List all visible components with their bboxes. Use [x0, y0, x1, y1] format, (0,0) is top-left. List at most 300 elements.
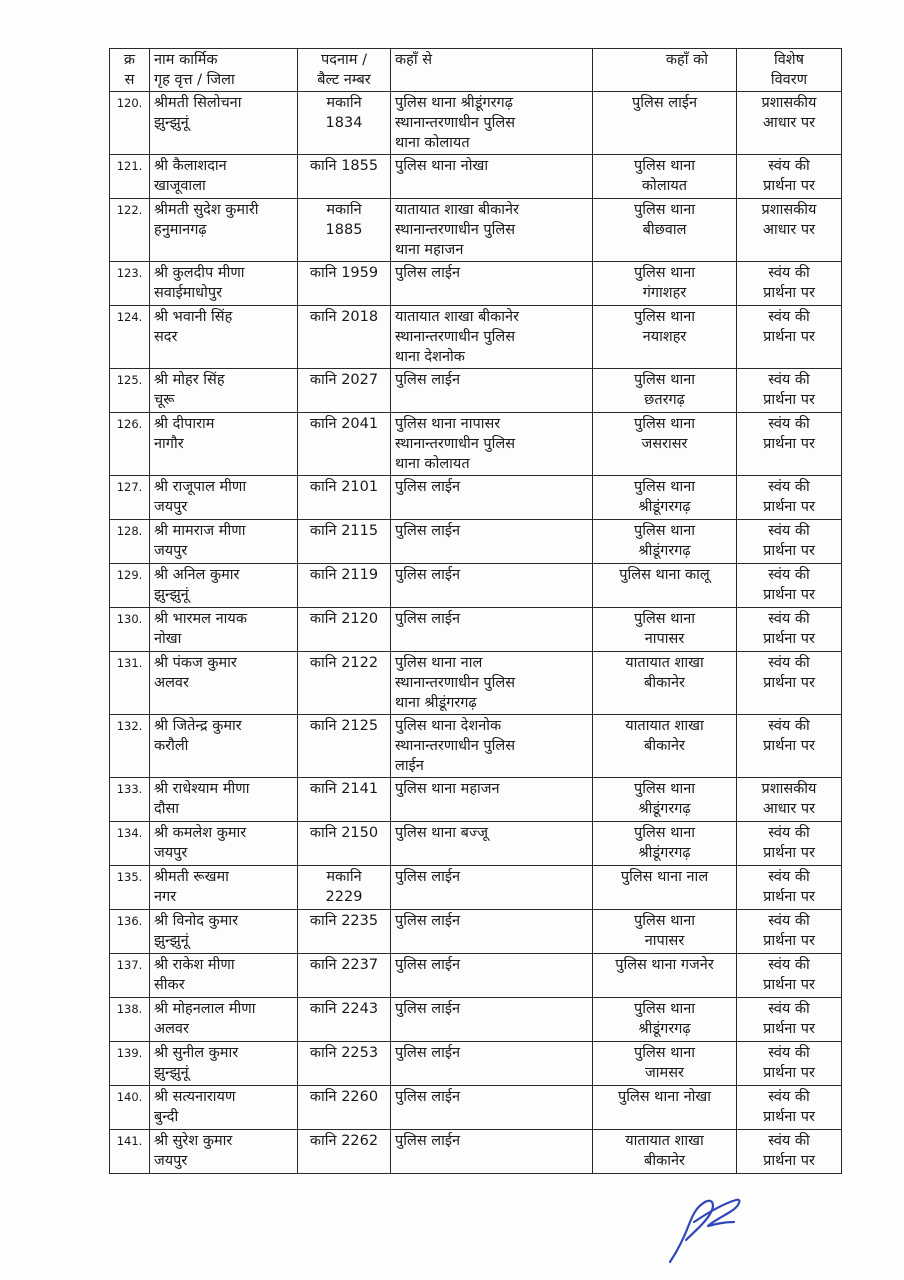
- cell-line: पुलिस थाना गजनेर: [615, 957, 714, 973]
- cell-line: श्री कमलेश कुमार: [154, 825, 247, 841]
- transfer-to: [593, 369, 737, 413]
- cell-line: श्री कैलाशदान: [154, 158, 227, 174]
- serial-number: 129.: [110, 564, 150, 608]
- transfer-from: [391, 369, 593, 413]
- cell-line: कानि 2253: [309, 1045, 379, 1061]
- cell-line: विवरण: [770, 72, 808, 88]
- table-row: [110, 652, 842, 715]
- designation: [298, 520, 391, 564]
- employee-name: [150, 262, 298, 306]
- remarks: [737, 306, 842, 369]
- cell-line: स्थानान्तरणाधीन पुलिस: [395, 222, 516, 238]
- remarks: [737, 199, 842, 262]
- cell-line: थाना श्रीडूंगरगढ़: [395, 695, 477, 711]
- cell-line: श्री मोहनलाल मीणा: [154, 1001, 256, 1017]
- cell-line: पुलिस थाना: [633, 825, 696, 841]
- cell-line: कानि 2150: [309, 825, 379, 841]
- cell-line: श्रीमती सुदेश कुमारी: [154, 202, 259, 218]
- cell-line: श्री दीपाराम: [154, 416, 215, 432]
- employee-name: [150, 822, 298, 866]
- cell-line: श्रीमती सिलोचना: [154, 95, 242, 111]
- employee-name: [150, 520, 298, 564]
- cell-line: झुन्झुनूं: [154, 933, 189, 949]
- cell-line: जयपुर: [154, 499, 188, 515]
- designation: [298, 199, 391, 262]
- cell-line: प्रार्थना पर: [763, 392, 815, 408]
- serial-number: 140.: [110, 1086, 150, 1130]
- cell-line: झुन्झुनूं: [154, 1065, 189, 1081]
- transfer-from: [391, 954, 593, 998]
- serial-number: 126.: [110, 413, 150, 476]
- cell-line: प्रार्थना पर: [763, 933, 815, 949]
- table-row: [110, 520, 842, 564]
- cell-line: प्रार्थना पर: [763, 1065, 815, 1081]
- designation: [298, 306, 391, 369]
- cell-line: प्रार्थना पर: [763, 738, 815, 754]
- employee-name: [150, 954, 298, 998]
- designation: [298, 1130, 391, 1174]
- cell-line: नागौर: [154, 436, 184, 452]
- cell-line: स्वंय की: [768, 718, 810, 734]
- table-row: [110, 306, 842, 369]
- cell-line: गंगाशहर: [642, 285, 687, 301]
- cell-line: कानि 2235: [309, 913, 379, 929]
- cell-line: थाना कोलायत: [395, 456, 470, 472]
- transfer-from: [391, 715, 593, 778]
- cell-line: पुलिस लाईन: [395, 1133, 460, 1149]
- cell-line: पुलिस लाईन: [395, 869, 460, 885]
- cell-line: मकानि: [326, 202, 362, 218]
- cell-line: श्री विनोद कुमार: [154, 913, 239, 929]
- cell-line: कानि 2041: [309, 416, 379, 432]
- cell-line: जसरासर: [641, 436, 688, 452]
- table-row: [110, 1042, 842, 1086]
- header-row: [110, 49, 842, 92]
- cell-line: नगर: [154, 889, 177, 905]
- cell-line: प्रार्थना पर: [763, 889, 815, 905]
- designation: [298, 998, 391, 1042]
- serial-number: 139.: [110, 1042, 150, 1086]
- designation: [298, 652, 391, 715]
- transfer-from: [391, 564, 593, 608]
- cell-line: नाम कार्मिक: [154, 52, 218, 68]
- employee-name: [150, 608, 298, 652]
- cell-line: प्रार्थना पर: [763, 543, 815, 559]
- remarks: [737, 92, 842, 155]
- transfer-to: [593, 476, 737, 520]
- cell-line: श्रीमती रूखमा: [154, 869, 229, 885]
- cell-line: स्वंय की: [768, 479, 810, 495]
- serial-number: 133.: [110, 778, 150, 822]
- transfer-from: [391, 1042, 593, 1086]
- cell-line: आधार पर: [762, 115, 816, 131]
- serial-number: 131.: [110, 652, 150, 715]
- cell-line: पुलिस थाना: [633, 1001, 696, 1017]
- transfer-from: [391, 822, 593, 866]
- transfer-from: [391, 866, 593, 910]
- cell-line: स्वंय की: [768, 523, 810, 539]
- cell-line: झुन्झुनूं: [154, 587, 189, 603]
- designation: [298, 564, 391, 608]
- table-row: [110, 1086, 842, 1130]
- table-row: [110, 910, 842, 954]
- cell-line: प्रार्थना पर: [763, 845, 815, 861]
- serial-number: 123.: [110, 262, 150, 306]
- cell-line: श्री अनिल कुमार: [154, 567, 240, 583]
- cell-line: सीकर: [154, 977, 185, 993]
- header-name: [150, 49, 298, 92]
- employee-name: [150, 910, 298, 954]
- cell-line: पुलिस थाना बज्जू: [395, 825, 488, 841]
- cell-line: प्रार्थना पर: [763, 631, 815, 647]
- cell-line: श्री राधेश्याम मीणा: [154, 781, 250, 797]
- cell-line: श्री जितेन्द्र कुमार: [154, 718, 242, 734]
- cell-line: स्वंय की: [768, 158, 810, 174]
- cell-line: पुलिस थाना: [633, 781, 696, 797]
- cell-line: श्रीडूंगरगढ़: [638, 845, 691, 861]
- transfer-to: [593, 262, 737, 306]
- cell-line: कानि 2101: [309, 479, 379, 495]
- cell-line: पुलिस थाना: [633, 202, 696, 218]
- cell-line: प्रार्थना पर: [763, 1021, 815, 1037]
- cell-line: कानि 2018: [309, 309, 379, 325]
- remarks: [737, 608, 842, 652]
- cell-line: कानि 2243: [309, 1001, 379, 1017]
- employee-name: [150, 998, 298, 1042]
- cell-line: जामसर: [645, 1065, 684, 1081]
- remarks: [737, 520, 842, 564]
- header-from: [391, 49, 593, 92]
- cell-line: श्री मामराज मीणा: [154, 523, 246, 539]
- cell-line: यातायात शाखा: [625, 718, 704, 734]
- table-row: [110, 998, 842, 1042]
- remarks: [737, 910, 842, 954]
- cell-line: बीकानेर: [644, 738, 685, 754]
- transfer-to: [593, 1086, 737, 1130]
- cell-line: पुलिस थाना: [633, 265, 696, 281]
- transfer-to: [593, 564, 737, 608]
- transfer-to: [593, 652, 737, 715]
- cell-line: स्वंय की: [768, 309, 810, 325]
- employee-name: [150, 306, 298, 369]
- employee-name: [150, 1086, 298, 1130]
- cell-line: प्रार्थना पर: [763, 1153, 815, 1169]
- cell-line: श्री सुनील कुमार: [154, 1045, 239, 1061]
- cell-line: कानि 2027: [309, 372, 379, 388]
- cell-line: पुलिस थाना: [633, 1045, 696, 1061]
- serial-number: 134.: [110, 822, 150, 866]
- transfer-to: [593, 866, 737, 910]
- table-row: [110, 866, 842, 910]
- header-designation: [298, 49, 391, 92]
- transfer-to: [593, 954, 737, 998]
- cell-line: कहॉं को: [665, 52, 708, 68]
- remarks: [737, 1086, 842, 1130]
- designation: [298, 954, 391, 998]
- cell-line: स्थानान्तरणाधीन पुलिस: [395, 115, 516, 131]
- employee-name: [150, 652, 298, 715]
- cell-line: क्र: [123, 52, 136, 68]
- cell-line: पुलिस लाईन: [632, 95, 697, 111]
- transfer-from: [391, 778, 593, 822]
- cell-line: पुलिस लाईन: [395, 372, 460, 388]
- cell-line: पदनाम /: [321, 52, 367, 68]
- remarks: [737, 954, 842, 998]
- transfer-from: [391, 199, 593, 262]
- header-remarks: [737, 49, 842, 92]
- cell-line: कानि 2237: [309, 957, 379, 973]
- employee-name: [150, 413, 298, 476]
- transfer-from: [391, 413, 593, 476]
- cell-line: प्रार्थना पर: [763, 285, 815, 301]
- remarks: [737, 822, 842, 866]
- cell-line: जयपुर: [154, 1153, 188, 1169]
- serial-number: 141.: [110, 1130, 150, 1174]
- designation: [298, 822, 391, 866]
- transfer-to: [593, 1130, 737, 1174]
- table-row: [110, 92, 842, 155]
- remarks: [737, 413, 842, 476]
- serial-number: 136.: [110, 910, 150, 954]
- transfer-to: [593, 199, 737, 262]
- transfer-to: [593, 1042, 737, 1086]
- cell-line: स: [124, 72, 135, 88]
- cell-line: यातायात शाखा: [625, 655, 704, 671]
- cell-line: आधार पर: [762, 801, 816, 817]
- remarks: [737, 262, 842, 306]
- cell-line: पुलिस लाईन: [395, 913, 460, 929]
- transfer-to: [593, 910, 737, 954]
- employee-name: [150, 1130, 298, 1174]
- cell-line: प्रार्थना पर: [763, 178, 815, 194]
- cell-line: पुलिस थाना महाजन: [395, 781, 500, 797]
- remarks: [737, 998, 842, 1042]
- serial-number: 121.: [110, 155, 150, 199]
- cell-line: पुलिस लाईन: [395, 611, 460, 627]
- header-to: [593, 49, 737, 92]
- cell-line: स्थानान्तरणाधीन पुलिस: [395, 675, 516, 691]
- serial-number: 120.: [110, 92, 150, 155]
- cell-line: श्रीडूंगरगढ़: [638, 499, 691, 515]
- cell-line: स्वंय की: [768, 567, 810, 583]
- cell-line: श्रीडूंगरगढ़: [638, 1021, 691, 1037]
- table-row: [110, 1130, 842, 1174]
- cell-line: दौसा: [154, 801, 180, 817]
- cell-line: मकानि: [326, 95, 362, 111]
- table-row: [110, 715, 842, 778]
- cell-line: पुलिस लाईन: [395, 1089, 460, 1105]
- designation: [298, 262, 391, 306]
- cell-line: स्वंय की: [768, 611, 810, 627]
- table-row: [110, 413, 842, 476]
- cell-line: लाईन: [395, 758, 424, 774]
- cell-line: कानि 2125: [309, 718, 379, 734]
- cell-line: श्री राकेश मीणा: [154, 957, 235, 973]
- cell-line: प्रार्थना पर: [763, 329, 815, 345]
- cell-line: पुलिस थाना: [633, 309, 696, 325]
- cell-line: स्वंय की: [768, 1045, 810, 1061]
- cell-line: पुलिस थाना कालू: [619, 567, 710, 583]
- cell-line: करौली: [154, 738, 189, 754]
- cell-line: स्वंय की: [768, 265, 810, 281]
- designation: [298, 155, 391, 199]
- cell-line: पुलिस लाईन: [395, 523, 460, 539]
- cell-line: पुलिस लाईन: [395, 1001, 460, 1017]
- cell-line: पुलिस थाना नोखा: [395, 158, 489, 174]
- transfer-from: [391, 1130, 593, 1174]
- cell-line: जयपुर: [154, 543, 188, 559]
- employee-name: [150, 715, 298, 778]
- cell-line: पुलिस थाना नोखा: [617, 1089, 712, 1105]
- cell-line: श्री राजूपाल मीणा: [154, 479, 247, 495]
- cell-line: स्वंय की: [768, 1001, 810, 1017]
- designation: [298, 413, 391, 476]
- cell-line: प्रार्थना पर: [763, 675, 815, 691]
- cell-line: कानि 1855: [309, 158, 379, 174]
- transfer-to: [593, 413, 737, 476]
- transfer-from: [391, 476, 593, 520]
- cell-line: स्वंय की: [768, 1133, 810, 1149]
- serial-number: 132.: [110, 715, 150, 778]
- cell-line: पुलिस लाईन: [395, 957, 460, 973]
- cell-line: श्रीडूंगरगढ़: [638, 801, 691, 817]
- employee-name: [150, 1042, 298, 1086]
- transfer-to: [593, 715, 737, 778]
- employee-name: [150, 369, 298, 413]
- cell-line: 1834: [325, 115, 363, 131]
- cell-line: श्री भारमल नायक: [154, 611, 247, 627]
- cell-line: कानि 2120: [309, 611, 379, 627]
- transfer-to: [593, 520, 737, 564]
- employee-name: [150, 564, 298, 608]
- transfer-to: [593, 92, 737, 155]
- transfer-from: [391, 998, 593, 1042]
- cell-line: पुलिस थाना: [633, 913, 696, 929]
- cell-line: पुलिस थाना नाल: [620, 869, 709, 885]
- table-row: [110, 778, 842, 822]
- cell-line: विशेष: [773, 52, 805, 68]
- cell-line: स्थानान्तरणाधीन पुलिस: [395, 436, 516, 452]
- cell-line: कहॉं से: [395, 52, 433, 68]
- designation: [298, 778, 391, 822]
- designation: [298, 608, 391, 652]
- transfer-from: [391, 155, 593, 199]
- cell-line: पुलिस थाना नाल: [395, 655, 483, 671]
- transfer-to: [593, 155, 737, 199]
- cell-line: 2229: [325, 889, 363, 905]
- transfer-to: [593, 778, 737, 822]
- transfer-to: [593, 608, 737, 652]
- designation: [298, 369, 391, 413]
- cell-line: यातायात शाखा बीकानेर: [395, 309, 519, 325]
- cell-line: प्रार्थना पर: [763, 436, 815, 452]
- remarks: [737, 1042, 842, 1086]
- transfer-to: [593, 306, 737, 369]
- designation: [298, 476, 391, 520]
- employee-name: [150, 778, 298, 822]
- cell-line: प्रशासकीय: [761, 781, 817, 797]
- cell-line: हनुमानगढ़: [154, 222, 207, 238]
- table-row: [110, 954, 842, 998]
- cell-line: पुलिस थाना: [633, 372, 696, 388]
- cell-line: स्वंय की: [768, 655, 810, 671]
- cell-line: श्री सत्यनारायण: [154, 1089, 236, 1105]
- cell-line: बीकानेर: [644, 1153, 685, 1169]
- cell-line: स्वंय की: [768, 1089, 810, 1105]
- table-row: [110, 822, 842, 866]
- serial-number: 135.: [110, 866, 150, 910]
- transfer-to: [593, 822, 737, 866]
- cell-line: श्री भवानी सिंह: [154, 309, 233, 325]
- cell-line: कोलायत: [641, 178, 688, 194]
- transfer-from: [391, 262, 593, 306]
- transfer-table: [109, 48, 842, 1174]
- table-row: [110, 564, 842, 608]
- employee-name: [150, 199, 298, 262]
- serial-number: 138.: [110, 998, 150, 1042]
- transfer-from: [391, 910, 593, 954]
- remarks: [737, 155, 842, 199]
- serial-number: 124.: [110, 306, 150, 369]
- cell-line: पुलिस लाईन: [395, 479, 460, 495]
- employee-name: [150, 476, 298, 520]
- serial-number: 128.: [110, 520, 150, 564]
- table-row: [110, 199, 842, 262]
- remarks: [737, 1130, 842, 1174]
- cell-line: श्री पंकज कुमार: [154, 655, 237, 671]
- cell-line: पुलिस थाना: [633, 611, 696, 627]
- cell-line: स्थानान्तरणाधीन पुलिस: [395, 738, 516, 754]
- cell-line: कानि 2119: [309, 567, 379, 583]
- cell-line: श्री सुरेश कुमार: [154, 1133, 233, 1149]
- employee-name: [150, 92, 298, 155]
- cell-line: अलवर: [154, 675, 189, 691]
- cell-line: थाना देशनोक: [395, 349, 465, 365]
- cell-line: प्रशासकीय: [761, 95, 817, 111]
- remarks: [737, 715, 842, 778]
- serial-number: 122.: [110, 199, 150, 262]
- cell-line: पुलिस थाना: [633, 479, 696, 495]
- cell-line: अलवर: [154, 1021, 189, 1037]
- serial-number: 127.: [110, 476, 150, 520]
- designation: [298, 866, 391, 910]
- remarks: [737, 652, 842, 715]
- cell-line: प्रार्थना पर: [763, 587, 815, 603]
- cell-line: प्रार्थना पर: [763, 499, 815, 515]
- cell-line: कानि 1959: [309, 265, 379, 281]
- cell-line: थाना महाजन: [395, 242, 464, 258]
- cell-line: स्थानान्तरणाधीन पुलिस: [395, 329, 516, 345]
- cell-line: कानि 2122: [309, 655, 379, 671]
- cell-line: यातायात शाखा बीकानेर: [395, 202, 519, 218]
- cell-line: छतरगढ़: [644, 392, 685, 408]
- remarks: [737, 476, 842, 520]
- cell-line: पुलिस लाईन: [395, 1045, 460, 1061]
- cell-line: कानि 2141: [309, 781, 379, 797]
- cell-line: कानि 2260: [309, 1089, 379, 1105]
- cell-line: थाना कोलायत: [395, 135, 470, 151]
- table-row: [110, 262, 842, 306]
- designation: [298, 92, 391, 155]
- cell-line: 1885: [325, 222, 363, 238]
- cell-line: प्रार्थना पर: [763, 977, 815, 993]
- remarks: [737, 564, 842, 608]
- designation: [298, 1042, 391, 1086]
- cell-line: प्रशासकीय: [761, 202, 817, 218]
- cell-line: पुलिस लाईन: [395, 567, 460, 583]
- cell-line: झुन्झुनूं: [154, 115, 189, 131]
- cell-line: बीछवाल: [642, 222, 687, 238]
